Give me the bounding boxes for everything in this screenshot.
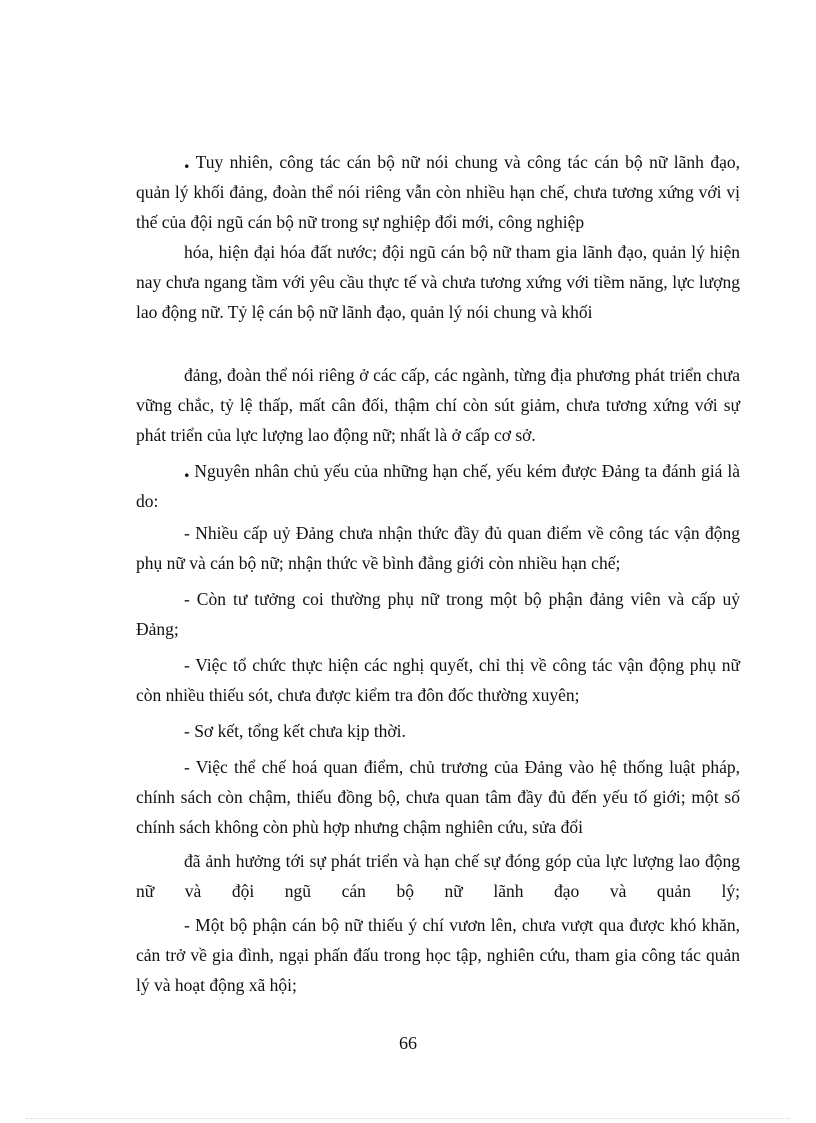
cause-item-4: - Sơ kết, tổng kết chưa kịp thời. <box>184 721 406 741</box>
cause-item-3: - Việc tổ chức thực hiện các nghị quyết, chỉ thị về công tác vận động phụ nữ còn nhiều thiếu sót, chưa được kiểm tra đôn đốc thường xuyên; <box>136 655 740 705</box>
page-number: 66 <box>399 1033 417 1053</box>
page-bottom-divider <box>26 1118 790 1119</box>
bullet-marker: . <box>184 148 190 173</box>
paragraph-continuation-1: hóa, hiện đại hóa đất nước; đội ngũ cán bộ nữ tham gia lãnh đạo, quản lý hiện nay chưa ngang tầm với yêu cầu thực tế và chưa tương xứng với tiềm năng, lực lượng lao động nữ. Tỷ lệ cán bộ nữ lãnh đạo, quản lý nói chung và khối <box>136 242 740 322</box>
paragraph-text: Nguyên nhân chủ yếu của những hạn chế, yếu kém được Đảng ta đánh giá là do: <box>136 461 740 511</box>
paragraph-text: Tuy nhiên, công tác cán bộ nữ nói chung và công tác cán bộ nữ lãnh đạo, quản lý khối đảng, đoàn thể nói riêng vẫn còn nhiều hạn chế, chưa tương xứng với vị thế của đội ngũ cán bộ nữ trong sự nghiệp đổi mới, công nghiệp <box>136 152 740 232</box>
cause-item-1: - Nhiều cấp uỷ Đảng chưa nhận thức đầy đủ quan điểm về công tác vận động phụ nữ và cán bộ nữ; nhận thức về bình đẳng giới còn nhiều hạn chế; <box>136 523 740 573</box>
cause-item-2: - Còn tư tưởng coi thường phụ nữ trong một bộ phận đảng viên và cấp uỷ Đảng; <box>136 589 740 639</box>
cause-item-6: - Một bộ phận cán bộ nữ thiếu ý chí vươn lên, chưa vượt qua được khó khăn, cản trở về gia đình, ngại phấn đấu trong học tập, nghiên cứu, tham gia công tác quản lý và hoạt động xã hội; <box>136 915 740 995</box>
cause-item-5: - Việc thể chế hoá quan điểm, chủ trương của Đảng vào hệ thống luật pháp, chính sách còn chậm, thiếu đồng bộ, chưa quan tâm đầy đủ đến yếu tố giới; một số chính sách không còn phù hợp nhưng chậm nghiên cứu, sửa đổi <box>136 757 740 837</box>
paragraph-causes <box>136 455 740 516</box>
bullet-marker: . <box>184 457 190 482</box>
paragraph-limitations <box>136 146 740 237</box>
cause-item-5-continuation: đã ảnh hưởng tới sự phát triển và hạn chế sự đóng góp của lực lượng lao động nữ và đội ngũ cán bộ nữ lãnh đạo và quản lý; <box>136 851 740 901</box>
paragraph-continuation-2: đảng, đoàn thể nói riêng ở các cấp, các ngành, từng địa phương phát triển chưa vững chắc, tỷ lệ thấp, mất cân đối, thậm chí còn sút giảm, chưa tương xứng với sự phát triển của lực lượng lao động nữ; nhất là ở cấp cơ sở. <box>136 365 740 445</box>
